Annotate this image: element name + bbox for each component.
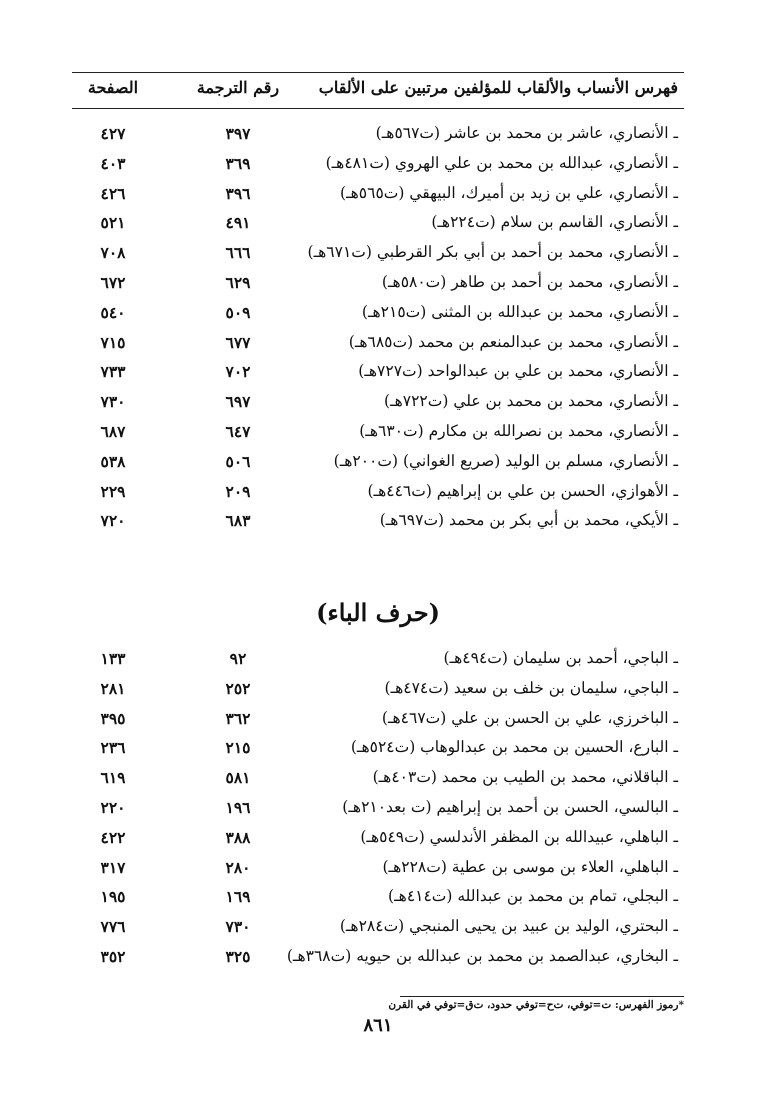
page-reference: ٣٩٥ bbox=[100, 708, 126, 728]
page-reference: ١٩٥ bbox=[100, 887, 126, 907]
translation-number: ٣٩٧ bbox=[225, 124, 251, 143]
page-reference: ١٣٣ bbox=[100, 649, 126, 668]
index-row bbox=[72, 299, 684, 329]
index-row bbox=[72, 824, 684, 854]
index-entry: ـ البحتري، الوليد بن عبيد بن يحيى المنبجي (ت٢٨٤هـ) bbox=[339, 917, 678, 936]
index-entry: ـ البجلي، تمام بن محمد بن عبدالله (ت٤١٤هـ) bbox=[388, 887, 678, 906]
index-entry: ـ الأنصاري، محمد بن عبدالمنعم بن محمد (ت٦٨٥هـ) bbox=[348, 332, 678, 351]
index-entry: ـ الأنصاري، محمد بن محمد بن علي (ت٧٢٢هـ) bbox=[384, 392, 678, 411]
index-row bbox=[72, 883, 684, 913]
index-row bbox=[72, 943, 684, 973]
index-entry: ـ الأنصاري، محمد بن أحمد بن أبي بكر القرطبي (ت٦٧١هـ) bbox=[307, 243, 678, 262]
page-reference: ٧٢٠ bbox=[100, 511, 126, 531]
page-reference: ٣١٧ bbox=[100, 857, 126, 877]
header-bottom-rule bbox=[72, 108, 684, 109]
index-title: فهرس الأنساب والألقاب للمؤلفين مرتبين على الألقاب bbox=[318, 78, 678, 97]
index-row bbox=[72, 180, 684, 210]
index-entry: ـ الأنصاري، محمد بن نصرالله بن مكارم (ت٦٣٠هـ) bbox=[359, 421, 678, 440]
index-row bbox=[72, 478, 684, 508]
page-reference: ٦٨٧ bbox=[100, 421, 126, 441]
index-row bbox=[72, 358, 684, 388]
index-row bbox=[72, 120, 684, 150]
index-row bbox=[72, 913, 684, 943]
index-entry: ـ الأنصاري، عاشر بن محمد بن عاشر (ت٥٦٧هـ) bbox=[375, 124, 678, 142]
translation-number: ٢٥٢ bbox=[225, 678, 251, 698]
page-reference: ٤٢٦ bbox=[100, 183, 126, 203]
index-row bbox=[72, 507, 684, 537]
translation-number: ٢٠٩ bbox=[225, 481, 251, 501]
page-reference: ٧٠٨ bbox=[100, 243, 126, 263]
translation-number: ٦٤٧ bbox=[225, 421, 251, 441]
page-reference: ٣٥٢ bbox=[100, 946, 126, 966]
index-row bbox=[72, 764, 684, 794]
translation-number: ٥٠٩ bbox=[225, 302, 251, 322]
translation-number: ٤٩١ bbox=[225, 213, 251, 233]
index-entry: ـ الأنصاري، عبدالله بن محمد بن علي الهروي (ت٤٨١هـ) bbox=[325, 153, 678, 172]
index-entry: ـ الأنصاري، محمد بن أحمد بن طاهر (ت٥٨٠هـ) bbox=[381, 272, 678, 291]
index-entry: ـ الباقلاني، محمد بن الطيب بن محمد (ت٤٠٣هـ) bbox=[372, 768, 678, 787]
index-row bbox=[72, 448, 684, 478]
index-entry: ـ الباجي، سليمان بن خلف بن سعيد (ت٤٧٤هـ) bbox=[384, 678, 678, 697]
translation-number: ٣٢٥ bbox=[225, 946, 251, 966]
index-entry: ـ الباهلي، العلاء بن موسى بن عطية (ت٢٢٨هـ) bbox=[382, 857, 678, 876]
index-entry: ـ الأنصاري، القاسم بن سلام (ت٢٢٤هـ) bbox=[431, 213, 678, 232]
page-reference: ٧١٥ bbox=[100, 332, 126, 352]
page-reference: ٢٢٠ bbox=[100, 797, 126, 817]
translation-number: ٩٢ bbox=[229, 649, 247, 668]
page-reference: ٧٣٣ bbox=[100, 362, 126, 382]
translation-number: ٧٣٠ bbox=[225, 917, 251, 937]
section-heading-baa: (حرف الباء) bbox=[316, 598, 440, 627]
page-reference: ٥٤٠ bbox=[100, 302, 126, 322]
translation-number: ١٦٩ bbox=[225, 887, 251, 907]
index-entry: ـ الباخرزي، علي بن الحسن بن علي (ت٤٦٧هـ) bbox=[381, 708, 678, 727]
translation-number: ٥٨١ bbox=[225, 768, 251, 788]
translation-number: ٦٦٦ bbox=[225, 243, 251, 263]
index-entry: ـ الأيكي، محمد بن أبي بكر بن محمد (ت٦٩٧هـ) bbox=[379, 511, 678, 530]
translation-number: ٣٩٦ bbox=[225, 183, 251, 203]
page-reference: ٢٢٩ bbox=[100, 481, 126, 501]
index-entry: ـ الباهلي، عبيدالله بن المظفر الأندلسي (ت٥٤٩هـ) bbox=[360, 827, 678, 846]
page-reference: ٥٢١ bbox=[100, 213, 126, 233]
page-reference: ٤٢٢ bbox=[100, 827, 126, 847]
page-reference: ٢٨١ bbox=[100, 678, 126, 698]
translation-number: ٢٨٠ bbox=[225, 857, 251, 877]
index-entry: ـ الأنصاري، محمد بن عبدالله بن المثنى (ت٢١٥هـ) bbox=[361, 302, 678, 321]
index-row bbox=[72, 418, 684, 448]
page-reference: ٦٧٢ bbox=[100, 272, 126, 292]
page-reference: ٤٢٧ bbox=[100, 124, 126, 143]
index-row bbox=[72, 705, 684, 735]
translation-number: ١٩٦ bbox=[225, 797, 251, 817]
index-entry: ـ الأنصاري، مسلم بن الوليد (صريع الغواني) (ت٢٠٠هـ) bbox=[333, 451, 678, 470]
translation-number: ٦٢٩ bbox=[225, 272, 251, 292]
translation-number: ٣٨٨ bbox=[225, 827, 251, 847]
index-row bbox=[72, 209, 684, 239]
page-reference: ٧٣٠ bbox=[100, 392, 126, 412]
translation-number: ٦٨٣ bbox=[225, 511, 251, 531]
translation-number: ٣٦٢ bbox=[225, 708, 251, 728]
index-row bbox=[72, 794, 684, 824]
page-reference: ٤٠٣ bbox=[100, 153, 126, 173]
index-row bbox=[72, 269, 684, 299]
index-entry: ـ البالسي، الحسن بن أحمد بن إبراهيم (ت بعد٢١٠هـ) bbox=[342, 797, 678, 816]
translation-number: ٣٦٩ bbox=[225, 153, 251, 173]
translation-number: ٦٧٧ bbox=[225, 332, 251, 352]
translation-number: ٢١٥ bbox=[225, 738, 251, 758]
index-entry: ـ الأنصاري، علي بن زيد بن أميرك، البيهقي (ت٥٦٥هـ) bbox=[340, 183, 678, 202]
index-entry: ـ البخاري، عبدالصمد بن محمد بن عبدالله بن حيويه (ت٣٦٨هـ) bbox=[286, 946, 678, 965]
index-entry: ـ الأهوازي، الحسن بن علي بن إبراهيم (ت٤٤٦هـ) bbox=[367, 481, 678, 500]
column-header-translation-number: رقم الترجمة bbox=[196, 78, 280, 97]
table-header bbox=[72, 72, 684, 108]
index-entry: ـ الباجي، أحمد بن سليمان (ت٤٩٤هـ) bbox=[443, 649, 678, 667]
index-entry: ـ الأنصاري، محمد بن علي بن عبدالواحد (ت٧٢٧هـ) bbox=[358, 362, 678, 381]
index-row bbox=[72, 675, 684, 705]
index-row bbox=[72, 645, 684, 675]
translation-number: ٦٩٧ bbox=[225, 392, 251, 412]
page-reference: ٢٣٦ bbox=[100, 738, 126, 758]
column-header-page: الصفحة bbox=[87, 78, 139, 97]
index-entry: ـ البارع، الحسين بن محمد بن عبدالوهاب (ت٥٢٤هـ) bbox=[350, 738, 678, 757]
footnote-rule bbox=[400, 996, 684, 997]
page-reference: ٥٣٨ bbox=[100, 451, 126, 471]
page-reference: ٧٧٦ bbox=[100, 917, 126, 937]
section-baa-list bbox=[72, 645, 684, 973]
translation-number: ٧٠٢ bbox=[225, 362, 251, 382]
index-row bbox=[72, 150, 684, 180]
footnote-legend: *رموز الفهرس: ت=توفي، ت‌ح=توفي حدود، ت‌ق=توفي في القرن bbox=[388, 999, 684, 1011]
index-row bbox=[72, 329, 684, 359]
section-alif-list bbox=[72, 120, 684, 537]
index-row bbox=[72, 854, 684, 884]
page-reference: ٦١٩ bbox=[100, 768, 126, 788]
translation-number: ٥٠٦ bbox=[225, 451, 251, 471]
index-row bbox=[72, 734, 684, 764]
index-row bbox=[72, 239, 684, 269]
page-number: ٨٦١ bbox=[363, 1015, 393, 1036]
index-row bbox=[72, 388, 684, 418]
